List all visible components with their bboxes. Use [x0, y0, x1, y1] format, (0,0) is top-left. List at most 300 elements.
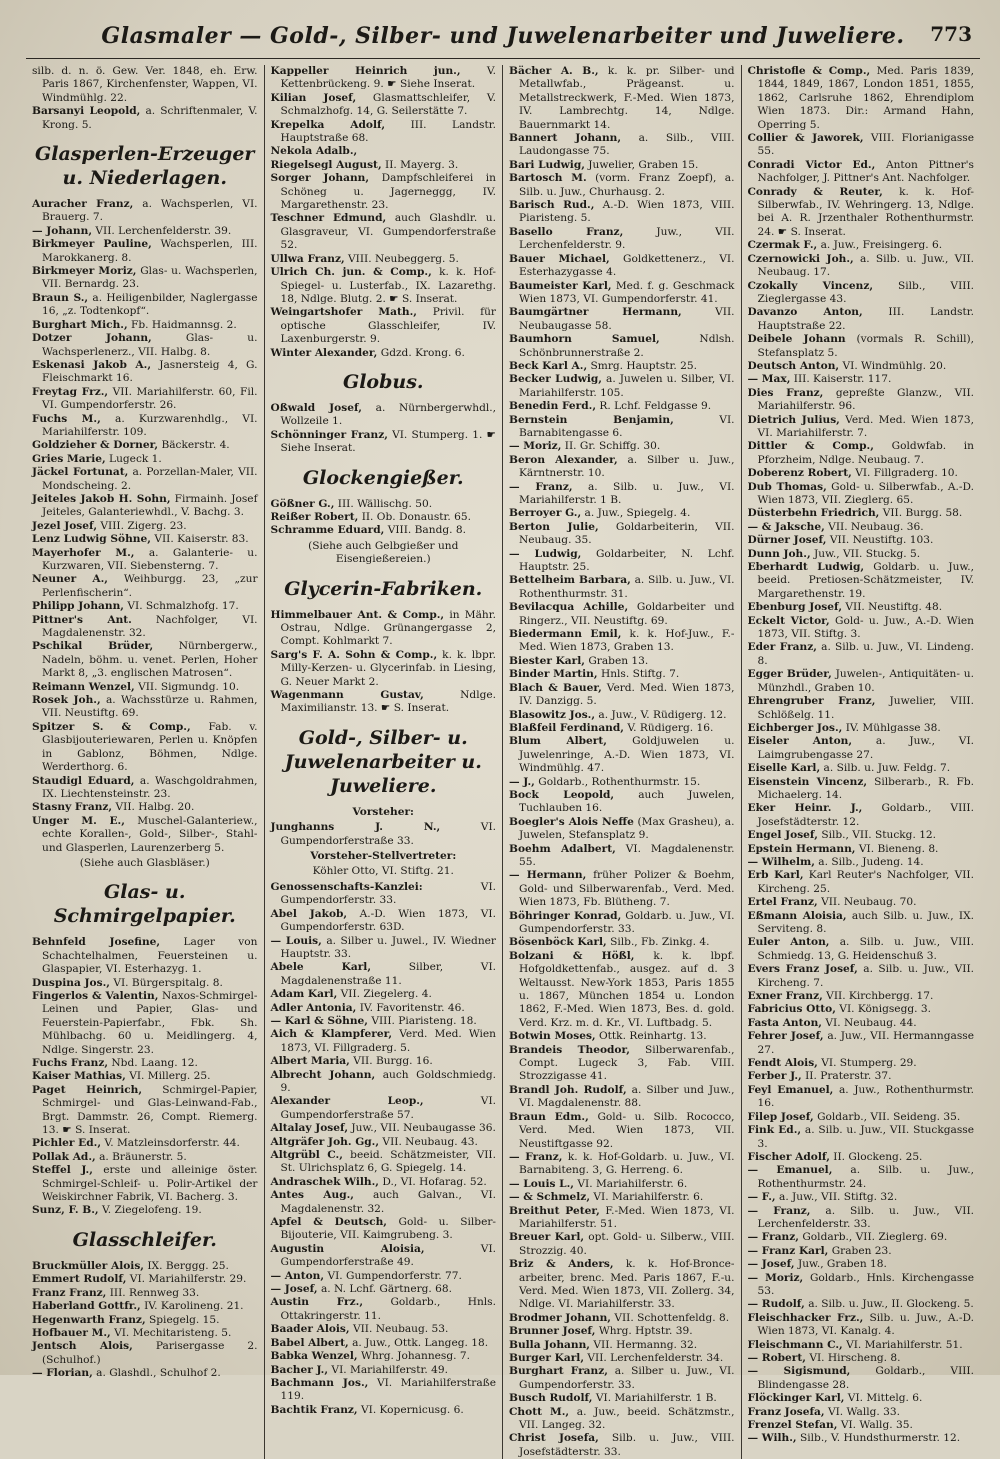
- directory-entry: [271, 172, 497, 212]
- directory-entry: [748, 467, 975, 480]
- entry-details: Privil. für optische Glasschleifer, IV. Laxenburgerstr. 9.: [280, 306, 496, 346]
- entry-name: Burghart Franz,: [509, 1365, 608, 1378]
- directory-entry: [748, 936, 975, 963]
- entry-name: Egger Brüder,: [747, 668, 832, 681]
- entry-details: (vormals R. Schill), Stefansplatz 5.: [757, 333, 974, 359]
- directory-entry: [271, 145, 497, 158]
- entry-name: Dietrich Julius,: [747, 413, 840, 426]
- directory-entry: [271, 524, 497, 537]
- directory-entry: [509, 454, 735, 481]
- entry-name: Winter Alexander,: [270, 346, 378, 359]
- directory-entry: [509, 1191, 735, 1204]
- entry-details: auch Galvan., VI. Magdalenenstr. 32.: [280, 1189, 496, 1215]
- entry-name: Barisch Rud.,: [509, 199, 595, 212]
- entry-name: Fehrer Josef,: [747, 1030, 824, 1043]
- directory-entry: [509, 1432, 735, 1459]
- directory-entry: [32, 721, 258, 775]
- subheading-line: Vorsteher:: [352, 805, 414, 818]
- entry-name: Beron Alexander,: [509, 453, 618, 466]
- entry-details: Goldarb., VIII. Blindengasse 28.: [757, 1365, 974, 1391]
- entry-details: k. k. lbpf. Hofgoldkettenfab., ausgez. auf d. 3 Weltausst. New-York 1853, Paris 1855 u. 1867, München 1854 u. London 1862, F.-Med. Wien 1873, Bes. d. gold. Verd. Krz. m. d. Kr., VI. Luftbadg. 5.: [519, 949, 735, 1029]
- entry-details: a. Silber u. Juwel., IV. Wiedner Hauptstr. 33.: [280, 934, 496, 960]
- entry-name: Bösenböck Karl,: [509, 936, 607, 949]
- entry-name: Braun Edm.,: [509, 1110, 589, 1123]
- entry-name: Alexander Leop.,: [270, 1095, 424, 1108]
- directory-entry: [748, 387, 975, 414]
- entry-name: Lenz Ludwig Söhne,: [32, 533, 151, 546]
- entry-name: Kaiser Mathias,: [32, 1070, 126, 1083]
- directory-entry: [271, 402, 497, 429]
- directory-entry: [509, 172, 735, 199]
- directory-entry: [271, 1404, 497, 1417]
- entry-details: IV. Favoritenstr. 46.: [359, 1001, 465, 1014]
- entry-name: Biester Karl,: [509, 654, 585, 667]
- entry-name: — Louis L.,: [509, 1177, 575, 1190]
- directory-entry: [271, 609, 497, 649]
- entry-details: III. Landstr. Hauptstraße 68.: [280, 118, 496, 145]
- entry-details: Verd. Med. Wien 1873, VI. Fillgraderg. 5.: [280, 1028, 497, 1054]
- entry-details: Muschel-Galanteriew., echte Korallen-, Gold-, Silber-, Stahl- und Glasperlen, Laurenzerberg 5.: [42, 814, 258, 854]
- entry-details: III. Rennweg 33.: [109, 1286, 200, 1299]
- entry-details: a. N. Lchf. Gärtnerg. 68.: [320, 1283, 453, 1296]
- entry-name: Doberenz Robert,: [747, 467, 852, 480]
- entry-name: — Franz,: [509, 1150, 563, 1163]
- entry-name: Düsterbehn Friedrich,: [747, 507, 880, 520]
- entry-details: VII. Neustiftg. 48.: [845, 601, 943, 614]
- entry-name: Ehrengruber Franz,: [747, 695, 876, 708]
- entry-name: Kappeller Heinrich jun.,: [270, 65, 461, 77]
- entry-details: VI. Wallg. 33.: [827, 1405, 900, 1418]
- entry-name: — Max,: [747, 373, 791, 386]
- directory-entry: [509, 1258, 735, 1312]
- entry-name: — Franz,: [747, 1231, 799, 1244]
- entry-name: Teschner Edmund,: [270, 212, 387, 225]
- directory-entry: [32, 225, 258, 238]
- entry-details: Silb., Fb. Zinkg. 4.: [610, 936, 710, 949]
- directory-entry: [271, 119, 497, 146]
- entry-details: VI. Gumpendorferstr. 33.: [280, 880, 496, 907]
- entry-name: Eiselle Karl,: [747, 762, 821, 775]
- directory-entry: [271, 821, 497, 848]
- entry-details: VI. Bieneng. 8.: [858, 842, 939, 855]
- entry-name: Babka Wenzel,: [270, 1350, 358, 1363]
- entry-details: II. Mayerg. 3.: [385, 158, 459, 171]
- directory-entry: [509, 360, 735, 373]
- directory-entry: [32, 936, 258, 976]
- entry-name: — Louis,: [270, 934, 322, 947]
- entry-name: Eder Franz,: [747, 641, 817, 654]
- directory-entry: [509, 548, 735, 575]
- entry-details: Ndlsh. Schönbrunnerstraße 2.: [519, 333, 735, 359]
- directory-entry: [32, 332, 258, 359]
- directory-entry: [748, 1298, 975, 1311]
- note-line: Köhler Otto, VI. Stiftg. 21.: [312, 865, 454, 878]
- directory-entry: [748, 601, 975, 614]
- entry-name: Pollak Ad.,: [32, 1150, 96, 1163]
- entry-details: Graben 13.: [588, 654, 649, 667]
- directory-entry: [271, 1216, 497, 1243]
- entry-name: Baumgärtner Hermann,: [509, 306, 682, 319]
- directory-entry: [509, 333, 735, 360]
- entry-name: Junghanns J. N.,: [270, 821, 441, 834]
- entry-name: Conrady & Reuter,: [747, 185, 883, 198]
- entry-details: a. Silb. u. Juw., VII. Kircheng. 7.: [757, 963, 975, 989]
- directory-entry: [271, 253, 497, 266]
- entry-name: — Wilhelm,: [747, 855, 815, 868]
- directory-entry: [748, 910, 975, 937]
- entry-name: Blaßfeil Ferdinand,: [509, 721, 624, 734]
- entry-name: Jentsch Alois,: [32, 1340, 133, 1353]
- entry-details: VI. Königsegg. 3.: [839, 1003, 931, 1016]
- directory-entry: [748, 990, 975, 1003]
- entry-name: Fleischmann C.,: [747, 1338, 843, 1351]
- directory-entry: [748, 132, 975, 159]
- entry-details: Goldarb. u. Juw., beeid. Pretiosen-Schätzmeister, IV. Margarethenstr. 19.: [757, 561, 974, 600]
- directory-entry: [509, 816, 735, 843]
- directory-entry: [509, 226, 735, 253]
- entry-details: a. Silb. u. Juw., VII. Lerchenfelderstr. 33.: [757, 1204, 975, 1230]
- entry-name: Bartosch M.: [509, 172, 587, 185]
- entry-details: III. Wällischg. 50.: [337, 497, 433, 510]
- directory-entry: [748, 1272, 975, 1299]
- directory-entry: [748, 521, 975, 534]
- directory-entry: [748, 1205, 975, 1232]
- entry-name: Engel Josef,: [747, 829, 818, 842]
- entry-details: VII. Kirchbergg. 17.: [826, 990, 934, 1003]
- entry-details: VII. Burgg. 58.: [882, 507, 963, 520]
- entry-details: Goldarbeiter, N. Lchf. Hauptstr. 25.: [519, 547, 735, 574]
- entry-details: k. k. Hof-Spiegel- u. Lusterfab., IX. Lazarethg. 18, Ndlge. Blutg. 2. ☛ S. Inserat.: [280, 266, 496, 305]
- entry-details: (Max Grasheu), a. Juwelen, Stefansplatz 9.: [519, 815, 735, 842]
- entry-details: Gold- u. Juw., A.-D. Wien 1873, VII. Stiftg. 3.: [757, 614, 974, 641]
- entry-details: Bäckerstr. 4.: [161, 439, 230, 452]
- directory-entry: [748, 1070, 975, 1083]
- entry-name: Brandl Joh. Rudolf,: [509, 1083, 627, 1096]
- column-2: [265, 65, 504, 1459]
- entry-name: Reimann Wenzel,: [32, 680, 135, 693]
- entry-details: a. Silb. u. Juw., VII. Stuckgasse 3.: [757, 1124, 975, 1150]
- directory-entry: [748, 534, 975, 547]
- entry-details: VI. Mechitaristeng. 5.: [114, 1326, 232, 1339]
- directory-entry: [509, 1406, 735, 1433]
- directory-entry: [748, 1432, 975, 1445]
- entry-details: VII. Neubaug. 53.: [352, 1323, 449, 1336]
- directory-entry: [509, 373, 735, 400]
- entry-details: a. Juw., VII. Hermanngasse 27.: [757, 1030, 974, 1056]
- directory-entry: [748, 1258, 975, 1271]
- entry-details: VI. Mariahilferstraße 119.: [280, 1376, 497, 1403]
- entry-name: Euler Anton,: [747, 936, 830, 949]
- entry-details: a. Galanterie- u. Kurzwaren, VII. Siebensterng. 7.: [42, 546, 258, 572]
- entry-details: Silb., VIII. Zieglergasse 43.: [757, 279, 974, 305]
- entry-name: — Emanuel,: [747, 1164, 833, 1177]
- entry-details: a. Juw., Freisingerg. 6.: [820, 239, 943, 252]
- directory-entry: [32, 453, 258, 466]
- directory-entry: [509, 1352, 735, 1365]
- entry-details: VI. Millerg. 25.: [129, 1070, 211, 1083]
- entry-name: Eskenasi Jakob A.,: [32, 358, 152, 371]
- entry-name: Exner Franz,: [747, 990, 823, 1003]
- entry-details: a. Silb. u. Juw., VII. Neubaug. 17.: [757, 252, 974, 279]
- entry-details: VII. Ziegelerg. 4.: [340, 988, 432, 1001]
- entry-name: Evers Franz Josef,: [747, 963, 858, 976]
- entry-name: Behnfeld Josefine,: [32, 936, 161, 949]
- directory-entry: [509, 159, 735, 172]
- entry-name: Jäckel Fortunat,: [32, 466, 129, 479]
- entry-details: II. Gr. Schiffg. 30.: [564, 440, 661, 453]
- directory-entry: [32, 413, 258, 440]
- entry-details: Schmirgel-Papier, Schmirgel- und Glas-Leinwand-Fab., Brgt. Dammstr. 26, Compt. Riemerg. 13. ☛ S. Inserat.: [42, 1083, 258, 1137]
- entry-name: — Franz Karl,: [747, 1244, 829, 1257]
- entry-details: Juw., VII. Neubaugasse 36.: [351, 1122, 496, 1135]
- directory-entry: [748, 1017, 975, 1030]
- directory-entry: [32, 1327, 258, 1340]
- entry-details: k. k. lbpr. Milly-Kerzen- u. Glycerinfab. in Liesing, G. Neuer Markt 2.: [280, 648, 496, 688]
- entry-details: Med. Paris 1839, 1844, 1849, 1867, London 1851, 1855, 1862, Carlsruhe 1862, Ehrendiplom Wien 1873. Dir.: Armand Hahn, Operring 5.: [757, 65, 974, 131]
- directory-entry: [748, 1352, 975, 1365]
- entry-details: k. k. Hof-Juw., F.-Med. Wien 1873, Graben 13.: [519, 628, 735, 654]
- directory-entry: [748, 641, 975, 668]
- entry-name: Apfel & Deutsch,: [270, 1216, 387, 1229]
- entry-name: Gries Marie,: [32, 452, 106, 465]
- entry-name: Ullwa Franz,: [270, 252, 345, 265]
- entry-name: — & Schmelz,: [509, 1191, 591, 1204]
- entry-name: Schramme Eduard,: [270, 524, 385, 537]
- entry-name: Bachtik Franz,: [270, 1403, 358, 1416]
- directory-entry: [748, 280, 975, 307]
- directory-entry: [271, 649, 497, 689]
- directory-entry: [748, 1191, 975, 1204]
- entry-details: gepreßte Glanzw., VII. Mariahilferstr. 96.: [757, 386, 974, 413]
- directory-entry: [748, 762, 975, 775]
- entry-name: Jeiteles Jakob H. Sohn,: [32, 492, 171, 505]
- directory-entry: [509, 1205, 735, 1232]
- directory-entry: [748, 561, 975, 601]
- entry-details: VIII. Bandg. 8.: [387, 524, 466, 537]
- directory-entry: [748, 1124, 975, 1151]
- entry-name: Paget Heinrich,: [32, 1083, 143, 1096]
- entry-details: Verd. Med. Wien 1873, IV. Danzigg. 5.: [519, 681, 735, 708]
- entry-name: Collier & Jaworek,: [747, 132, 864, 145]
- entry-details: Jasnersteig 4, G. Fleischmarkt 16.: [42, 358, 258, 385]
- entry-name: — Moriz,: [509, 440, 562, 453]
- entry-name: Austin Frz.,: [270, 1296, 364, 1309]
- directory-entry: [32, 533, 258, 546]
- entry-name: Ebenburg Josef,: [747, 601, 843, 614]
- entry-name: Oßwald Josef,: [270, 401, 362, 414]
- directory-entry: [748, 1339, 975, 1352]
- directory-entry: [271, 1243, 497, 1270]
- directory-entry: [32, 1300, 258, 1313]
- entry-details: A.-D. Wien 1873, VI. Gumpendorferstr. 63D.: [280, 907, 496, 934]
- entry-details: Juwelier, VIII. Schlößelg. 11.: [757, 695, 974, 721]
- directory-entry: [509, 400, 735, 413]
- entry-details: VI. Windmühlg. 20.: [842, 359, 947, 372]
- directory-entry: [32, 1287, 258, 1300]
- entry-details: VIII. Florianigasse 55.: [757, 132, 975, 158]
- entry-details: Silb. u. Juw., VIII. Josefstädterstr. 33.: [519, 1432, 735, 1458]
- directory-entry: [509, 1030, 735, 1043]
- entry-name: Filep Josef,: [747, 1110, 814, 1123]
- directory-entry: [748, 1111, 975, 1124]
- directory-entry: [271, 908, 497, 935]
- entry-details: VII. Neubaug. 36.: [828, 520, 924, 533]
- entry-details: VI. Mittelg. 6.: [847, 1392, 923, 1405]
- entry-details: Weihburgg. 23, „zur Perlenfischerin“.: [42, 573, 258, 599]
- directory-entry: [271, 1122, 497, 1135]
- entry-name: — Sigismund,: [747, 1365, 851, 1378]
- entry-name: Burger Karl,: [509, 1352, 585, 1364]
- section-heading: Glas- u. Schmirgelpapier.: [53, 881, 236, 928]
- directory-entry: [509, 1151, 735, 1178]
- directory-entry: [509, 1365, 735, 1392]
- entry-name: Bevilacqua Achille,: [509, 601, 629, 614]
- directory-entry: [509, 601, 735, 628]
- entry-details: a. Silber u. Juw., Kärntnerstr. 10.: [519, 453, 735, 480]
- entry-details: Silb., VII. Stuckg. 12.: [821, 829, 937, 842]
- directory-entry: [748, 1057, 975, 1070]
- entry-details: Juwelier, Graben 15.: [588, 158, 699, 171]
- directory-entry: [271, 689, 497, 716]
- entry-details: silb. d. n. ö. Gew. Ver. 1848, eh. Erw. Paris 1867, Kirchenfenster, Wappen, VI. Windmühlg. 22.: [32, 65, 258, 104]
- directory-entry: [271, 1015, 497, 1028]
- entry-details: a. Waschgoldrahmen, IX. Liechtensteinstr. 23.: [42, 774, 258, 800]
- directory-entry: [748, 306, 975, 333]
- entry-name: Gößner G.,: [270, 497, 335, 510]
- entry-details: a. Silb. u. Juw., II. Glockeng. 5.: [808, 1298, 974, 1311]
- directory-entry: [748, 1312, 975, 1339]
- entry-name: Eßmann Aloisia,: [747, 909, 847, 922]
- entry-details: A.-D. Wien 1873, VIII. Piaristeng. 5.: [519, 199, 735, 225]
- entry-details: Silberarb., R. Fb. Michaelerg. 14.: [757, 775, 974, 801]
- entry-details: II. Glockeng. 25.: [833, 1150, 923, 1163]
- entry-name: Unger M. E.,: [32, 814, 125, 827]
- directory-entry: [748, 1365, 975, 1392]
- entry-details: V. Rüdigerg. 16.: [627, 721, 714, 734]
- subheading-line: Vorsteher-Stellvertreter:: [310, 850, 457, 863]
- directory-entry: [748, 548, 975, 561]
- directory-entry: [509, 1111, 735, 1151]
- entry-name: Bock Leopold,: [509, 788, 615, 801]
- directory-entry: [509, 574, 735, 601]
- entry-details: a. Porzellan-Maler, VII. Mondscheing. 2.: [42, 466, 258, 492]
- directory-entry: [748, 829, 975, 842]
- entry-name: Czernowicki Joh.,: [747, 252, 854, 265]
- directory-entry: [748, 896, 975, 909]
- entry-details: Verd. Med. Wien 1873, VI. Mariahilferstr. 7.: [757, 413, 974, 439]
- entry-details: Juwelen-, Antiquitäten- u. Münzhdl., Graben 10.: [757, 668, 974, 694]
- directory-entry: [271, 1296, 497, 1323]
- entry-name: Mayerhofer M.,: [32, 546, 135, 559]
- entry-name: Eberhardt Ludwig,: [747, 561, 865, 574]
- directory-entry: [748, 159, 975, 186]
- directory-entry: [748, 1003, 975, 1016]
- entry-name: Eckelt Victor,: [747, 614, 830, 627]
- directory-entry: [509, 910, 735, 937]
- entry-details: Goldarb., Rothenthurmstr. 15.: [538, 775, 701, 788]
- entry-details: Ottk. Reinhartg. 13.: [598, 1030, 707, 1043]
- entry-name: Baumeister Karl,: [509, 279, 612, 292]
- entry-details: IV. Karolineng. 21.: [144, 1300, 244, 1313]
- directory-entry: [271, 1350, 497, 1363]
- entry-details: VII. Hermanng. 32.: [593, 1338, 698, 1351]
- directory-entry: [509, 481, 735, 508]
- entry-name: Dotzer Johann,: [32, 332, 152, 345]
- entry-details: a. Juw., Spiegelg. 4.: [584, 507, 691, 520]
- directory-entry: [32, 386, 258, 413]
- entry-name: Briz & Anders,: [509, 1258, 614, 1271]
- entry-details: VI. Magdalenenstr. 55.: [519, 842, 735, 868]
- directory-entry: [748, 668, 975, 695]
- entry-name: Fingerlos & Valentin,: [32, 989, 159, 1002]
- entry-name: Feyl Emanuel,: [747, 1083, 834, 1096]
- directory-entry: [509, 682, 735, 709]
- directory-entry: [748, 414, 975, 441]
- directory-entry: [32, 439, 258, 452]
- entry-details: Gold- u. Silber-Bijouterie, VII. Kaimgrubeng. 3.: [280, 1216, 496, 1242]
- entry-name: Krepelka Adolf,: [270, 118, 386, 131]
- directory-entry: [509, 776, 735, 789]
- entry-name: Haberland Gottfr.,: [32, 1300, 141, 1313]
- entry-name: Dürner Josef,: [747, 534, 827, 547]
- directory-entry: [509, 414, 735, 441]
- directory-entry: [748, 1084, 975, 1111]
- entry-details: Gdzd. Krong. 6.: [380, 346, 465, 359]
- entry-details: opt. Gold- u. Silberw., VIII. Strozzig. 40.: [519, 1231, 735, 1257]
- directory-entry: [748, 802, 975, 829]
- entry-name: Albert Maria,: [270, 1055, 350, 1068]
- entry-details: Goldarbeiter und Ringerz., VII. Neustiftg. 69.: [519, 601, 735, 627]
- section-heading: Glasperlen-Erzeuger u. Niederlagen.: [35, 143, 255, 190]
- entry-name: Eker Heinr. J.,: [747, 802, 863, 815]
- entry-name: Breithut Peter,: [509, 1204, 600, 1217]
- entry-name: Blum Albert,: [509, 735, 607, 748]
- entry-details: VII. Burgg. 16.: [353, 1055, 433, 1068]
- directory-entry: [509, 950, 735, 1030]
- entry-details: V. Matzleinsdorferstr. 44.: [104, 1137, 240, 1150]
- entry-name: Stasny Franz,: [32, 801, 113, 814]
- entry-name: — Ludwig,: [509, 547, 582, 560]
- entry-details: a. Juw., VI. Laimgrubengasse 27.: [757, 735, 974, 761]
- directory-entry: [271, 935, 497, 962]
- entry-name: Dittler & Comp.,: [747, 440, 874, 453]
- directory-entry: [32, 1151, 258, 1164]
- entry-details: beeid. Schätzmeister, VII. St. Ulrichsplatz 6, G. Spiegelg. 14.: [280, 1149, 496, 1175]
- entry-name: Bachmann Jos.,: [270, 1376, 369, 1389]
- directory-entry: [32, 1057, 258, 1070]
- entry-name: Braun S.,: [32, 291, 89, 304]
- directory-entry: [509, 199, 735, 226]
- entry-name: Birkmeyer Moriz,: [32, 265, 137, 278]
- entry-details: a. Silb., Judeng. 14.: [818, 855, 924, 868]
- directory-entry: [509, 1325, 735, 1338]
- entry-details: a. Silb., VIII. Laudongasse 75.: [519, 132, 735, 158]
- section-heading: Globus.: [342, 370, 424, 393]
- entry-details: a. Silb. u. Juw., VI. Lindeng. 8.: [757, 641, 974, 667]
- entry-details: VII. Lerchenfelderstr. 39.: [95, 224, 232, 237]
- directory-entry: [748, 440, 975, 467]
- entry-name: Eisenstein Vincenz,: [747, 775, 868, 788]
- entry-name: Fuchs M.,: [32, 412, 101, 425]
- entry-details: a. Juw., V. Rüdigerg. 12.: [598, 708, 727, 721]
- directory-entry: [748, 1231, 975, 1244]
- entry-name: Bettelheim Barbara,: [509, 574, 631, 587]
- entry-details: a. Juwelen u. Silber, VI. Mariahilferstr. 105.: [519, 373, 735, 399]
- directory-entry: [271, 1136, 497, 1149]
- entry-details: V. Kettenbrückeng. 9. ☛ Siehe Inserat.: [280, 65, 496, 91]
- running-head-title: Glasmaler — Gold-, Silber- und Juwelenarbeiter und Juweliere.: [101, 23, 905, 49]
- entry-details: VI. Gumpendorferstraße 49.: [280, 1242, 496, 1269]
